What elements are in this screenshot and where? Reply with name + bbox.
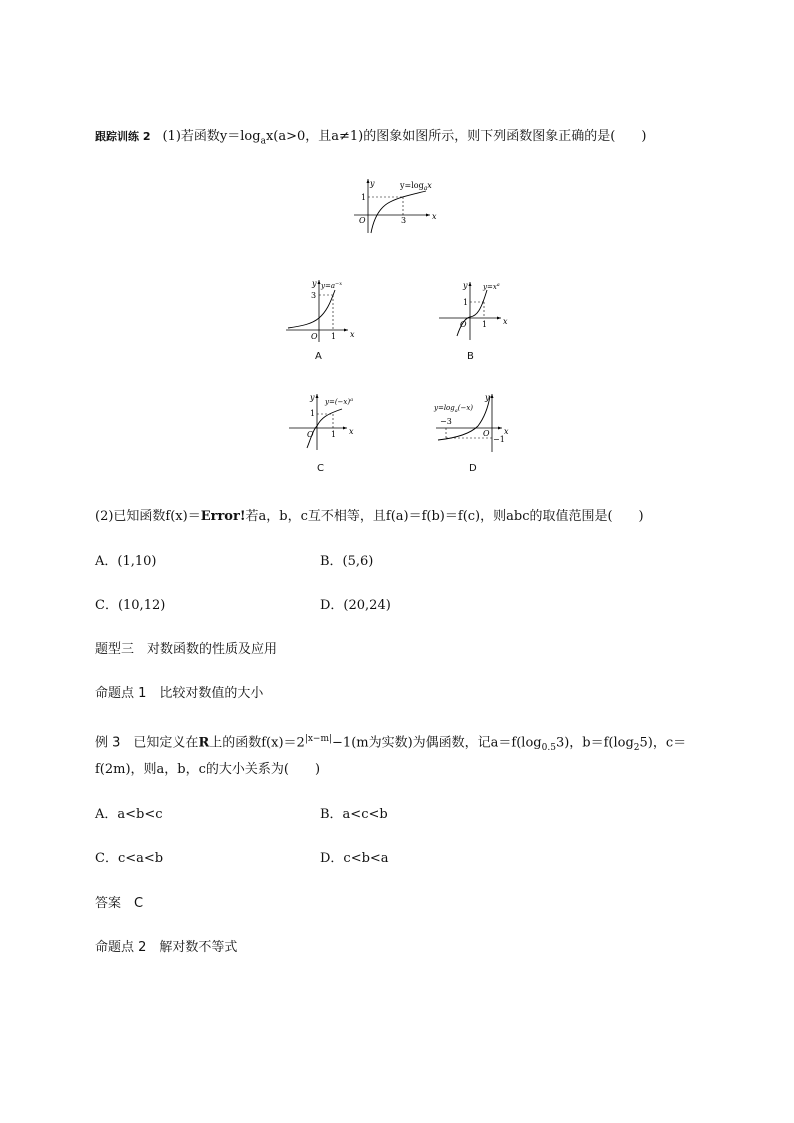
svg-text:O: O bbox=[311, 332, 318, 341]
svg-text:1: 1 bbox=[463, 298, 469, 307]
q2-option-a: A．(1,10) bbox=[95, 554, 157, 569]
svg-text:1: 1 bbox=[361, 193, 367, 202]
ex3-option-b: B．a<c<b bbox=[320, 807, 388, 822]
svg-text:1: 1 bbox=[482, 320, 488, 329]
ex3-option-d: D．c<b<a bbox=[320, 851, 389, 866]
svg-text:1: 1 bbox=[331, 430, 337, 439]
main-log-graph bbox=[350, 175, 440, 235]
svg-text:−3: −3 bbox=[440, 417, 452, 426]
svg-text:O: O bbox=[460, 320, 467, 329]
figure-a-graph bbox=[284, 276, 359, 346]
svg-text:x: x bbox=[349, 427, 354, 436]
svg-text:y: y bbox=[485, 393, 490, 402]
point-1-title: 命题点 1 比较对数值的大小 bbox=[95, 686, 264, 701]
example-3-line-1: 例 3 已知定义在R上的函数$f(x)=2^{|x-m|}-1(m$为实数)为偶函数，记$a=f(\log_{0.5}3)$，$b=f(\log_25)$，c＝ bbox=[95, 734, 687, 753]
curve-label: $y=\log_ax$ bbox=[400, 181, 432, 192]
svg-text:−1: −1 bbox=[493, 435, 505, 444]
svg-text:O: O bbox=[307, 430, 314, 439]
q2-option-d: D．(20,24) bbox=[320, 598, 391, 613]
axis-y-label: y bbox=[370, 179, 375, 188]
ex3-option-c: C．c<a<b bbox=[95, 851, 164, 866]
svg-text:x: x bbox=[503, 317, 508, 326]
svg-text:1: 1 bbox=[331, 332, 337, 341]
figure-d-caption: D bbox=[469, 463, 477, 474]
svg-text:y=a−x: $y=a^{-x}$ bbox=[321, 281, 343, 290]
figure-b-graph bbox=[437, 278, 512, 343]
svg-text:3: 3 bbox=[401, 216, 407, 225]
training-tag: 跟踪训练 2 bbox=[95, 130, 151, 143]
answer: 答案 C bbox=[95, 896, 144, 911]
figure-c-caption: C bbox=[317, 463, 324, 474]
svg-text:y: y bbox=[312, 279, 317, 288]
axis-x-label: x bbox=[432, 212, 437, 221]
svg-text:3: 3 bbox=[311, 291, 317, 300]
svg-text:x: x bbox=[504, 427, 509, 436]
q2-option-c: C．(10,12) bbox=[95, 598, 166, 613]
figure-a-caption: A bbox=[315, 351, 322, 362]
section-title: 题型三 对数函数的性质及应用 bbox=[95, 642, 278, 657]
figure-d-graph bbox=[432, 390, 512, 455]
error-text: Error! bbox=[200, 509, 246, 524]
svg-text:x: x bbox=[350, 330, 355, 339]
svg-text:1: 1 bbox=[310, 409, 316, 418]
figure-b-caption: B bbox=[467, 351, 474, 362]
svg-text:y=(−x)a: $y=(-x)^a$ bbox=[325, 397, 354, 406]
question-2: (2)已知函数f(x)＝Error!若a，b，c互不相等，且f(a)＝f(b)＝f(c)，则abc的取值范围是( ) bbox=[95, 509, 644, 524]
svg-text:y: y bbox=[463, 281, 468, 290]
figure-c-graph bbox=[287, 390, 362, 455]
ex3-option-a: A．a<b<c bbox=[95, 807, 163, 822]
point-2-title: 命题点 2 解对数不等式 bbox=[95, 940, 238, 955]
training-question-1: 跟踪训练 2 (1)若函数$y=\log_ax(a>0$，且a≠1)的图象如图所示，则下列函数图象正确的是( ) bbox=[95, 129, 647, 147]
q2-option-b: B．(5,6) bbox=[320, 554, 374, 569]
svg-text:O: O bbox=[359, 216, 366, 225]
svg-text:y=xa: $y=x^a$ bbox=[483, 282, 500, 291]
svg-text:y=loga(−x): $y=\log_a(-x)$ bbox=[434, 404, 474, 414]
svg-text:y: y bbox=[310, 393, 315, 402]
example-3-line-2: f(2m)，则a，b，c的大小关系为( ) bbox=[95, 762, 321, 777]
svg-text:O: O bbox=[483, 429, 490, 438]
